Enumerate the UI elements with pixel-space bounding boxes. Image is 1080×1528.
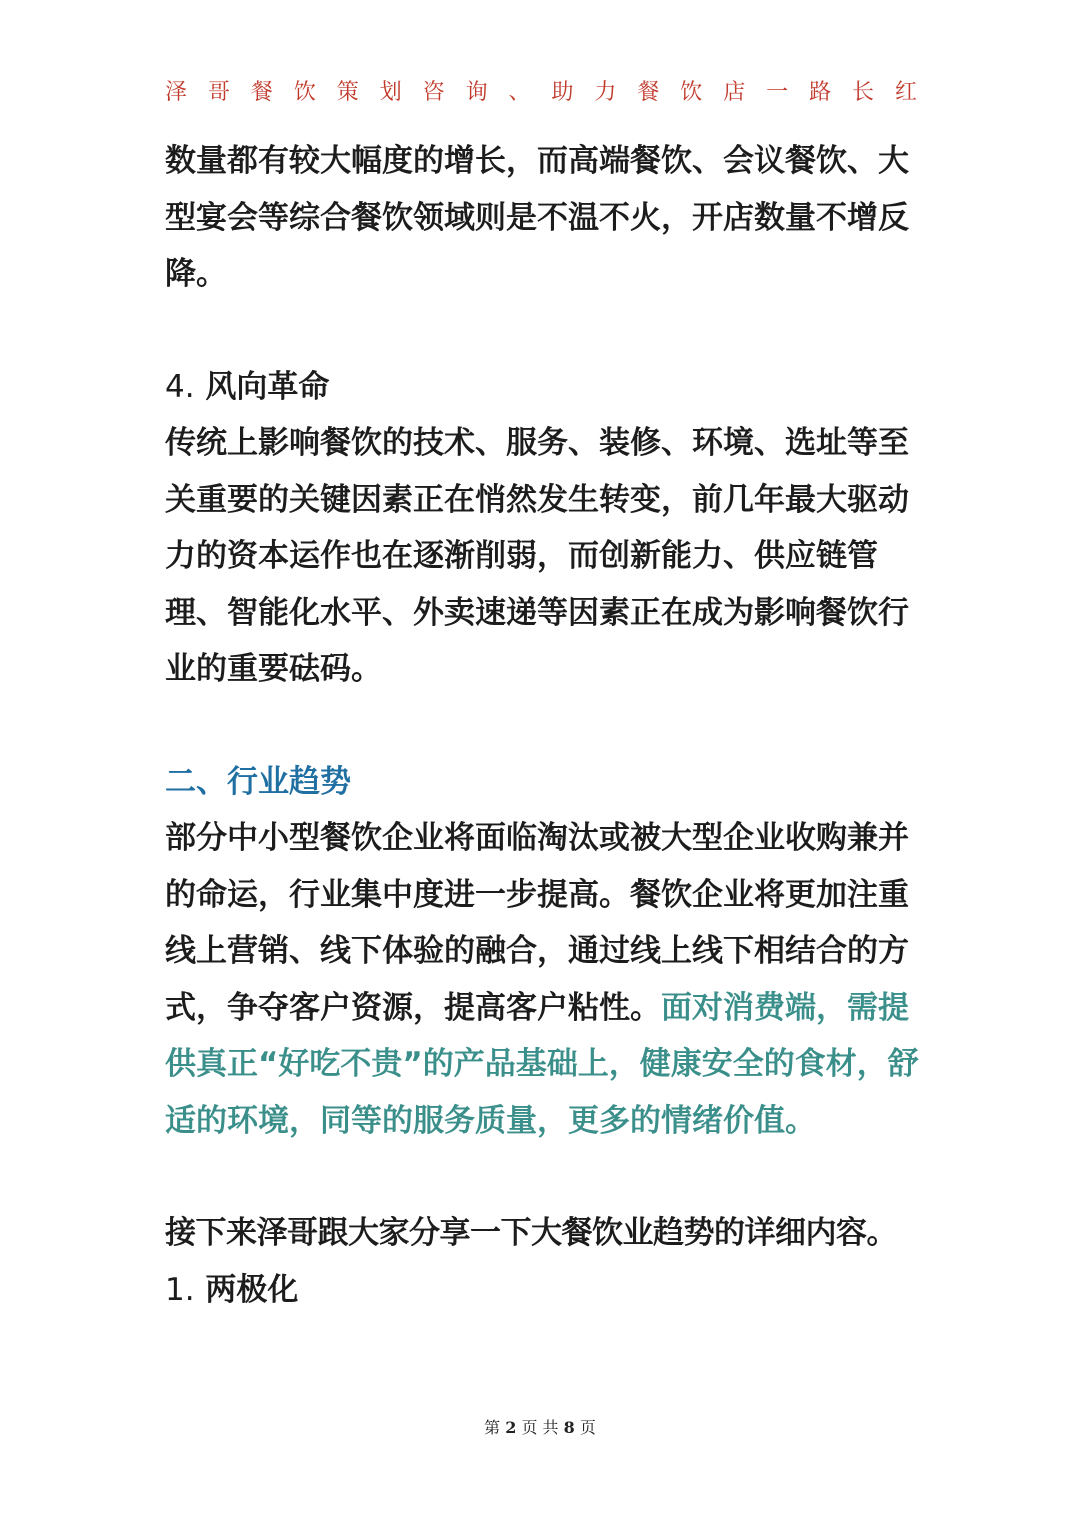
subheading-text: 风向革命 bbox=[205, 368, 330, 405]
paragraph-wind-revolution: 传统上影响餐饮的技术、服务、装修、环境、选址等至关重要的关键因素正在悄然发生转变，前几年最大驱动力的资本运作也在逐渐削弱，而创新能力、供应链管理、智能化水平、外卖速递等因素正在成为影响餐饮行业的重要砝码。 bbox=[165, 425, 909, 687]
subheading-text: 两极化 bbox=[205, 1271, 299, 1308]
header-char: 饮 bbox=[680, 80, 703, 105]
page-header-slogan bbox=[165, 78, 917, 108]
header-char: 泽 bbox=[165, 80, 188, 105]
header-char: 助 bbox=[551, 80, 574, 105]
subheading-1 bbox=[165, 1262, 925, 1319]
header-char: 红 bbox=[894, 80, 917, 105]
header-char: 一 bbox=[766, 80, 789, 105]
document-body bbox=[165, 133, 925, 1318]
footer-prefix: 第 bbox=[484, 1418, 501, 1437]
header-char: 、 bbox=[508, 80, 531, 105]
paragraph-continued: 数量都有较大幅度的增长，而高端餐饮、会议餐饮、大型宴会等综合餐饮领域则是不温不火，开店数量不增反降。 bbox=[165, 143, 909, 292]
spacer bbox=[165, 303, 925, 359]
header-char: 询 bbox=[465, 80, 488, 105]
section-title-industry-trends: 二、行业趋势 bbox=[165, 763, 351, 800]
header-char: 划 bbox=[379, 80, 402, 105]
spacer bbox=[165, 698, 925, 754]
header-char: 饮 bbox=[293, 80, 316, 105]
header-char: 餐 bbox=[637, 80, 660, 105]
spacer bbox=[165, 1149, 925, 1205]
subheading-4 bbox=[165, 359, 925, 416]
page-footer bbox=[0, 1416, 1080, 1440]
header-char: 咨 bbox=[422, 80, 445, 105]
header-char: 餐 bbox=[250, 80, 273, 105]
footer-suffix: 页 bbox=[579, 1418, 596, 1437]
header-char: 长 bbox=[852, 80, 875, 105]
footer-page-number: 2 bbox=[505, 1418, 517, 1437]
footer-total-pages: 8 bbox=[563, 1418, 575, 1437]
trend-highlight-text: 面对消费端，需提供真正“好吃不贵”的产品基础上，健康安全的食材，舒适的环境，同等的服务质量，更多的情绪价值。 bbox=[165, 989, 919, 1139]
header-char: 力 bbox=[594, 80, 617, 105]
footer-middle: 页 共 bbox=[521, 1418, 559, 1437]
subheading-number: 1. bbox=[165, 1271, 195, 1308]
header-char: 哥 bbox=[207, 80, 230, 105]
trend-text: 部分中小型餐饮企业将面临淘汰或被大型企业收购兼并的命运，行业集中度进一步提高。餐饮企业将更加注重线上营销、线下体验的融合，通过线上线下相结合的方式，争夺客户资源，提高客户粘性。 bbox=[165, 820, 909, 1026]
header-char: 店 bbox=[723, 80, 746, 105]
subheading-number: 4. bbox=[165, 368, 195, 405]
paragraph-industry-trends bbox=[165, 810, 925, 1149]
intro-line: 接下来泽哥跟大家分享一下大餐饮业趋势的详细内容。 bbox=[165, 1215, 897, 1251]
header-char: 策 bbox=[336, 80, 359, 105]
header-char: 路 bbox=[809, 80, 832, 105]
